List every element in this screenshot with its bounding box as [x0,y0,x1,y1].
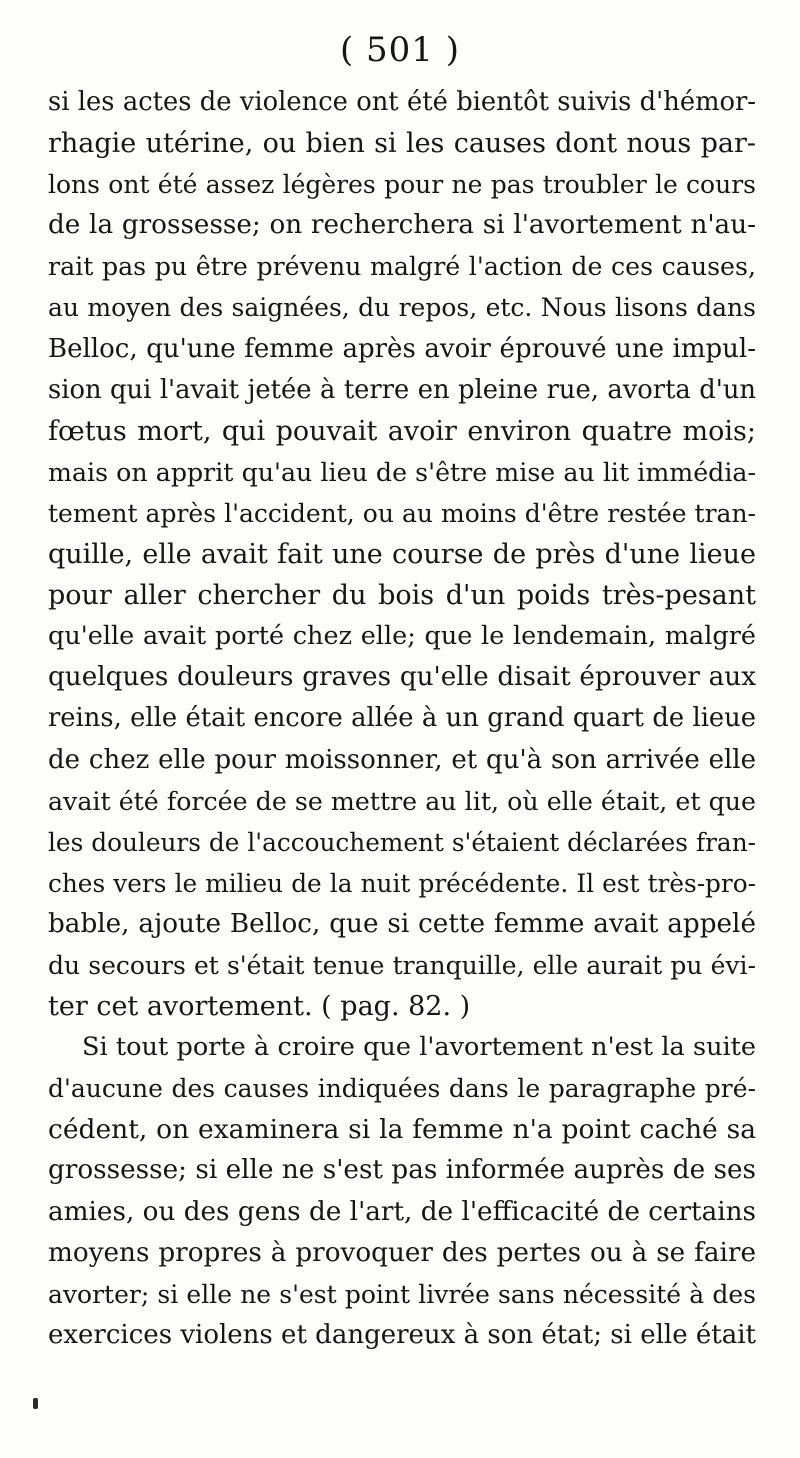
page-number: ( 501 ) [339,30,461,70]
text-line: d'aucune des causes indiquées dans le paragraphe pré- [48,1074,756,1104]
text-line: si les actes de violence ont été bientôt suivis d'hémor- [48,87,756,117]
paragraph-start-line: Si tout porte à croire que l'avortement n'est la suite [82,1032,756,1063]
text-line: du secours et s'était tenue tranquille, elle aurait pu évi- [48,950,756,980]
text-line: Belloc, qu'une femme après avoir éprouvé une impul- [48,333,756,364]
text-line: exercices violens et dangereux à son état; si elle était [48,1319,756,1350]
text-line: tement après l'accident, ou au moins d'être restée tran- [48,498,756,528]
text-line: reins, elle était encore allée à un grand quart de lieue [48,703,756,734]
text-line: avait été forcée de se mettre au lit, où elle était, et que [48,786,756,816]
text-line: mais on apprit qu'au lieu de s'être mise au lit immédia- [48,457,756,487]
text-line: sion qui l'avait jetée à terre en pleine rue, avorta d'un [48,374,756,405]
body-text [48,82,756,1356]
text-line: au moyen des saignées, du repos, etc. Nous lisons dans [48,293,756,323]
text-line: moyens propres à provoquer des pertes ou à se faire [48,1237,756,1268]
ink-speck [33,1398,38,1409]
text-line: les douleurs de l'accouchement s'étaient déclarées fran- [48,827,756,857]
text-line: amies, ou des gens de l'art, de l'efficacité de certains [48,1196,756,1227]
text-line: ches vers le milieu de la nuit précédente. Il est très-pro- [48,868,756,898]
paragraph-end-line: ter cet avortement. ( pag. 82. ) [48,991,471,1023]
text-line: rait pas pu être prévenu malgré l'action de ces causes, [48,252,756,282]
text-line: avorter; si elle ne s'est point livrée sans nécessité à des [48,1279,756,1309]
text-line: pour aller chercher du bois d'un poids très-pesant [48,580,756,612]
text-line: quille, elle avait fait une course de près d'une lieue [48,539,756,571]
text-line: grossesse; si elle ne s'est pas informée auprès de ses [48,1155,756,1186]
text-line: de la grossesse; on recherchera si l'avortement n'au- [48,210,756,241]
text-line: bable, ajoute Belloc, que si cette femme avait appelé [48,908,756,939]
text-line: lons ont été assez légères pour ne pas troubler le cours [48,170,756,200]
text-line: cédent, on examinera si la femme n'a point caché sa [48,1114,756,1146]
text-line: de chez elle pour moissonner, et qu'à son arrivée elle [48,744,756,775]
text-line: rhagie utérine, ou bien si les causes dont nous par- [48,128,756,160]
text-line: fœtus mort, qui pouvait avoir environ quatre mois; [48,415,756,447]
text-line: qu'elle avait porté chez elle; que le lendemain, malgré [48,621,756,652]
text-line: quelques douleurs graves qu'elle disait éprouver aux [48,662,756,693]
